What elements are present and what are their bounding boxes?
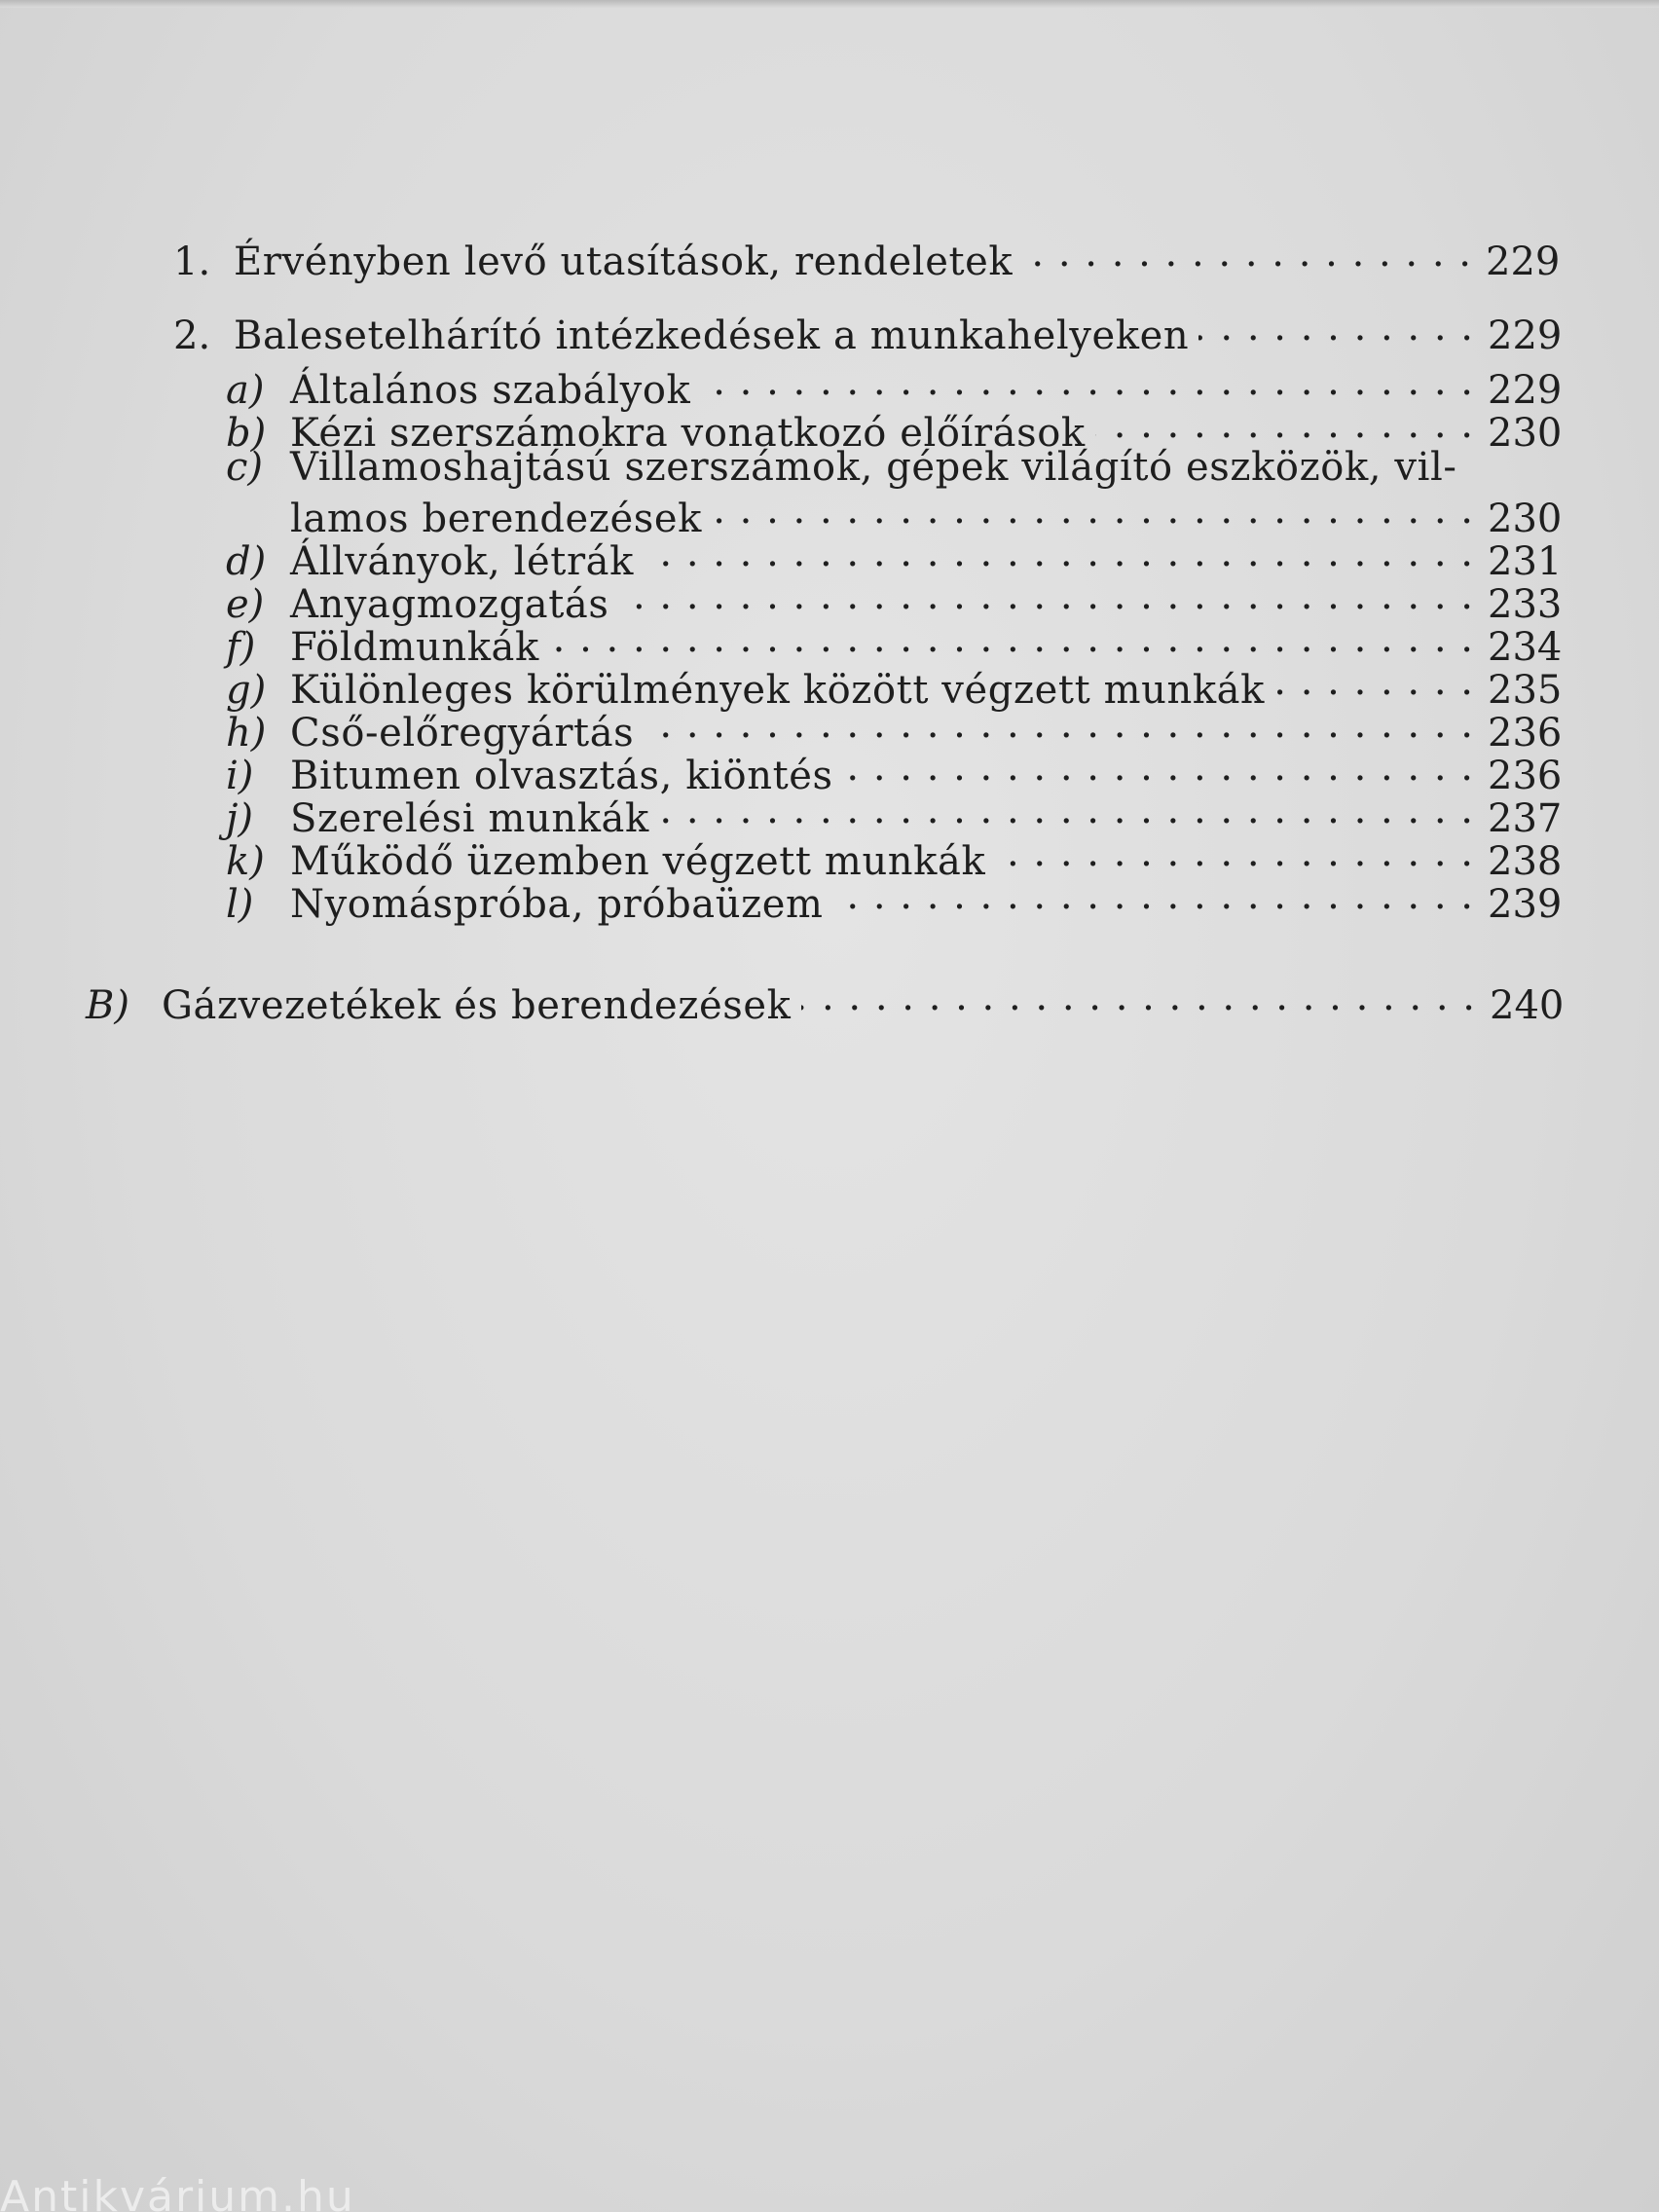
subentry-title: Nyomáspróba, próbaüzem bbox=[290, 882, 824, 927]
subentry-letter: d) bbox=[226, 539, 267, 584]
subentry-letter: a) bbox=[226, 368, 265, 413]
watermark: Antikvárium.hu bbox=[0, 2172, 355, 2212]
subentry-title: Különleges körülmények között végzett munkák bbox=[290, 668, 1265, 713]
entry-page: 229 bbox=[1488, 313, 1563, 358]
subentry-title: Működő üzemben végzett munkák bbox=[290, 839, 986, 884]
subentry-page: 230 bbox=[1488, 411, 1563, 456]
subentry-title: Bitumen olvasztás, kiöntés bbox=[290, 754, 833, 798]
subentry-page: 236 bbox=[1488, 754, 1563, 798]
dot-leader bbox=[1198, 306, 1474, 349]
subentry-title-continuation: lamos berendezések bbox=[290, 497, 702, 541]
subentry-title: Kézi szerszámokra vonatkozó előírások bbox=[290, 411, 1086, 456]
dot-leader bbox=[712, 489, 1474, 532]
subentry-page: 235 bbox=[1488, 668, 1563, 713]
subentry-title: Villamoshajtású szerszámok, gépek világító eszközök, vil- bbox=[290, 445, 1457, 490]
dot-leader bbox=[1274, 660, 1474, 703]
subentry-letter: f) bbox=[226, 625, 256, 670]
toc-section bbox=[86, 976, 1565, 1028]
dot-leader bbox=[1095, 403, 1474, 446]
toc-entry bbox=[173, 232, 1561, 284]
dot-leader bbox=[619, 574, 1475, 617]
section-title: Gázvezetékek és berendezések bbox=[162, 983, 792, 1028]
entry-title: Érvényben levő utasítások, rendeletek bbox=[234, 240, 1014, 284]
subentry-letter: k) bbox=[226, 839, 265, 884]
subentry-page: 233 bbox=[1488, 582, 1563, 627]
section-page: 240 bbox=[1490, 983, 1565, 1028]
subentry-letter: l) bbox=[226, 882, 254, 927]
subentry-letter: c) bbox=[226, 445, 264, 490]
entry-title: Balesetelhárító intézkedések a munkahelyeken bbox=[234, 313, 1190, 358]
subentry-title: Állványok, létrák bbox=[290, 539, 634, 584]
toc-entry bbox=[173, 306, 1563, 358]
toc-subentry bbox=[226, 446, 1556, 489]
subentry-title: Szerelési munkák bbox=[290, 796, 649, 841]
page-top-edge bbox=[0, 0, 1659, 8]
subentry-page: 238 bbox=[1488, 839, 1563, 884]
subentry-page: 234 bbox=[1488, 625, 1563, 670]
subentry-letter: h) bbox=[226, 711, 267, 756]
subentry-letter: i) bbox=[226, 754, 254, 798]
dot-leader bbox=[843, 746, 1474, 789]
subentry-letter: e) bbox=[226, 582, 265, 627]
subentry-title: Földmunkák bbox=[290, 625, 539, 670]
dot-leader bbox=[644, 703, 1474, 746]
dot-leader bbox=[995, 831, 1474, 874]
subentry-page: 231 bbox=[1488, 539, 1563, 584]
section-letter: B) bbox=[86, 983, 129, 1028]
dot-leader bbox=[1022, 232, 1472, 275]
subentry-page: 236 bbox=[1488, 711, 1563, 756]
dot-leader bbox=[833, 874, 1474, 917]
subentry-title: Cső-előregyártás bbox=[290, 711, 635, 756]
dot-leader bbox=[801, 976, 1476, 1018]
subentry-title: Anyagmozgatás bbox=[290, 582, 609, 627]
dot-leader bbox=[659, 789, 1474, 831]
subentry-title: Általános szabályok bbox=[290, 368, 691, 413]
subentry-letter: g) bbox=[226, 668, 267, 713]
subentry-page: 237 bbox=[1488, 796, 1563, 841]
subentry-letter: b) bbox=[226, 411, 267, 456]
dot-leader bbox=[700, 360, 1474, 403]
subentry-letter: j) bbox=[226, 796, 254, 841]
dot-leader bbox=[549, 617, 1474, 660]
entry-number: 2. bbox=[173, 313, 211, 358]
entry-number: 1. bbox=[173, 240, 211, 284]
toc-subentry bbox=[226, 874, 1563, 927]
subentry-page: 239 bbox=[1488, 882, 1563, 927]
subentry-page: 229 bbox=[1488, 368, 1563, 413]
subentry-page: 230 bbox=[1488, 497, 1563, 541]
dot-leader bbox=[644, 532, 1474, 574]
entry-page: 229 bbox=[1486, 240, 1561, 284]
